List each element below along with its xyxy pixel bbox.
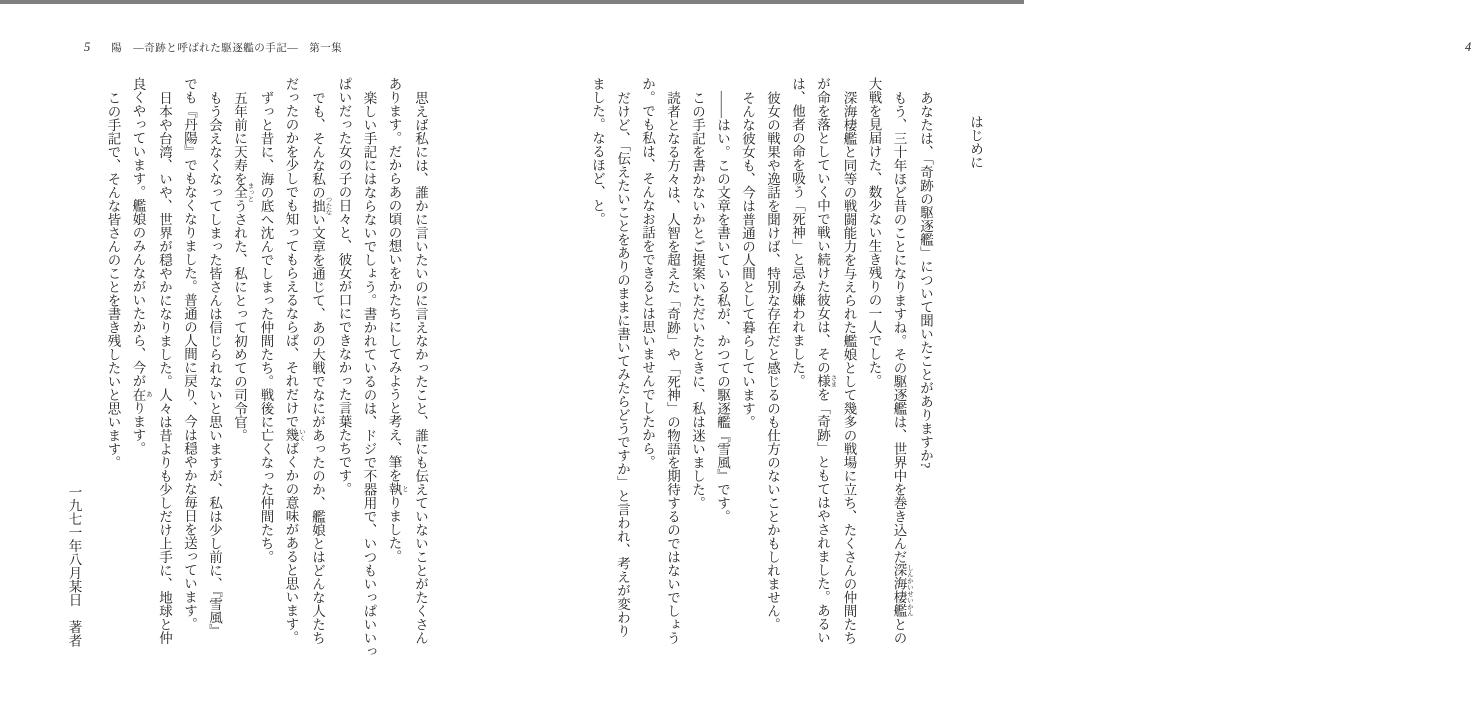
text-line: か。でも私は、そんなお話をできるとは思いませんでしたから。 <box>640 77 655 469</box>
ruby-annotated-word: 様 さま <box>815 374 837 388</box>
page-number-left: 5 <box>84 40 91 54</box>
text-line: 楽しい手記にはならないでしょう。書かれているのは、ドジで不器用で、いつもいっぱいいっ <box>361 90 377 658</box>
text-line: 読者となる方々は、人智を超えた「奇跡」や「死神」の物語を期待するのではないでしょう <box>665 90 680 644</box>
text-line: ぱいだった女の子の日々と、彼女が口にできなかった言葉たちです。 <box>336 77 352 496</box>
text-line: でも『丹陽』でもなくなりました。普通の人間に戻り、今は穏やかな毎日を送っています。 <box>182 77 197 631</box>
text-line: でも、そんな私の拙 つたない文章を通じて、あの大戦でなにがあったのか、艦娘とはどんな人たち <box>310 90 332 644</box>
text-line: あります。だからあの頃の想いをかたちにしてみようと考え、筆を執 とりました。 <box>386 77 408 563</box>
running-header <box>84 38 342 56</box>
text-line: もう会えなくなってしまった皆さんは信じられないと思いますが、私は少し前に、『雪風』 <box>207 90 222 638</box>
text-line: そんな彼女も、今は普通の人間として暮らしています。 <box>740 90 755 428</box>
ruby-annotated-word: 幾 いく <box>283 428 305 442</box>
text-line: は、他者の命を吸う「死神」と忌み嫌われました。 <box>790 77 805 388</box>
left-page-text-block <box>66 77 433 658</box>
text-line: もう、三十年ほど昔のことになりますね。その駆逐艦は、世界中を巻き込んだ深海棲艦 しんかいせいかんとの <box>891 90 913 644</box>
text-line: ――はい。この文章を書いている私が、かつての駆逐艦『雪風』です。 <box>715 90 730 523</box>
text-line: 良くやっています。艦娘のみんながいたから、今が在 あります。 <box>130 77 152 455</box>
text-line: だったのかを少しでも知ってもらえるならば、それだけで幾 いくばくかの意味があると思います。 <box>283 77 305 644</box>
text-line: 大戦を見届けた、数少ない生き残りの一人でした。 <box>866 77 882 388</box>
page-number-right: 4 <box>1465 40 1471 54</box>
page-left <box>0 0 512 722</box>
text-line: 日本や台湾、いや、世界が穏やかになりました。人々は昔よりも少しだけ上手に、地球と仲 <box>157 90 172 644</box>
text-line: が命を落としていく中で戦い続けた彼女は、その様 さまを「奇跡」ともてはやされました。あるい <box>815 77 837 644</box>
right-page-text-block <box>588 77 988 653</box>
text-line: 彼女の戦果や逸話を聞けば、特別な存在だと感じるのも仕方のないことかもしれません。 <box>765 90 780 631</box>
running-header-title: 陽 ―奇跡と呼ばれた駆逐艦の手記― 第一集 <box>111 43 343 54</box>
text-line: 思えば私には、誰かに言いたいのに言えなかったこと、誰にも伝えていないことがたくさん <box>413 90 428 644</box>
text-line: 深海棲艦と同等の戦闘能力を与えられた艦娘として幾多の戦場に立ち、たくさんの仲間たち <box>841 90 857 644</box>
ruby-annotated-word: 全 まっと <box>232 182 254 202</box>
text-line: この手記を書かないかとご提案いただいたときに、私は迷いました。 <box>690 90 705 509</box>
ruby-annotated-word: 執 と <box>386 482 408 496</box>
text-line: 五年前に天寿を全 まっとうされた、私にとって初めての司令官。 <box>232 90 254 442</box>
text-line: ずっと昔に、海の底へ沈んでしまった仲間たち。戦後に亡くなった仲間たち。 <box>258 90 274 563</box>
text-line: あなたは、「奇跡の駆逐艦」について聞いたことがありますか? <box>918 90 933 468</box>
text-line: ました。なるほど、と。 <box>590 77 605 226</box>
ruby-annotated-word: 在 あ <box>130 387 152 401</box>
signature-line: 一九七一年八月某日 著者 <box>66 485 82 647</box>
ruby-annotated-word: 深海棲艦 しんかいせいかん <box>891 563 913 617</box>
text-line: だけど、「伝えたいことをありのままに書いてみたらどうですか」と言われ、考えが変わり <box>615 90 630 638</box>
ruby-annotated-word: 拙 つたな <box>310 195 332 215</box>
section-heading: はじめに <box>968 115 983 169</box>
text-line: この手記で、そんな皆さんのことを書き残したいと思います。 <box>105 90 121 469</box>
page-right <box>512 0 1471 722</box>
